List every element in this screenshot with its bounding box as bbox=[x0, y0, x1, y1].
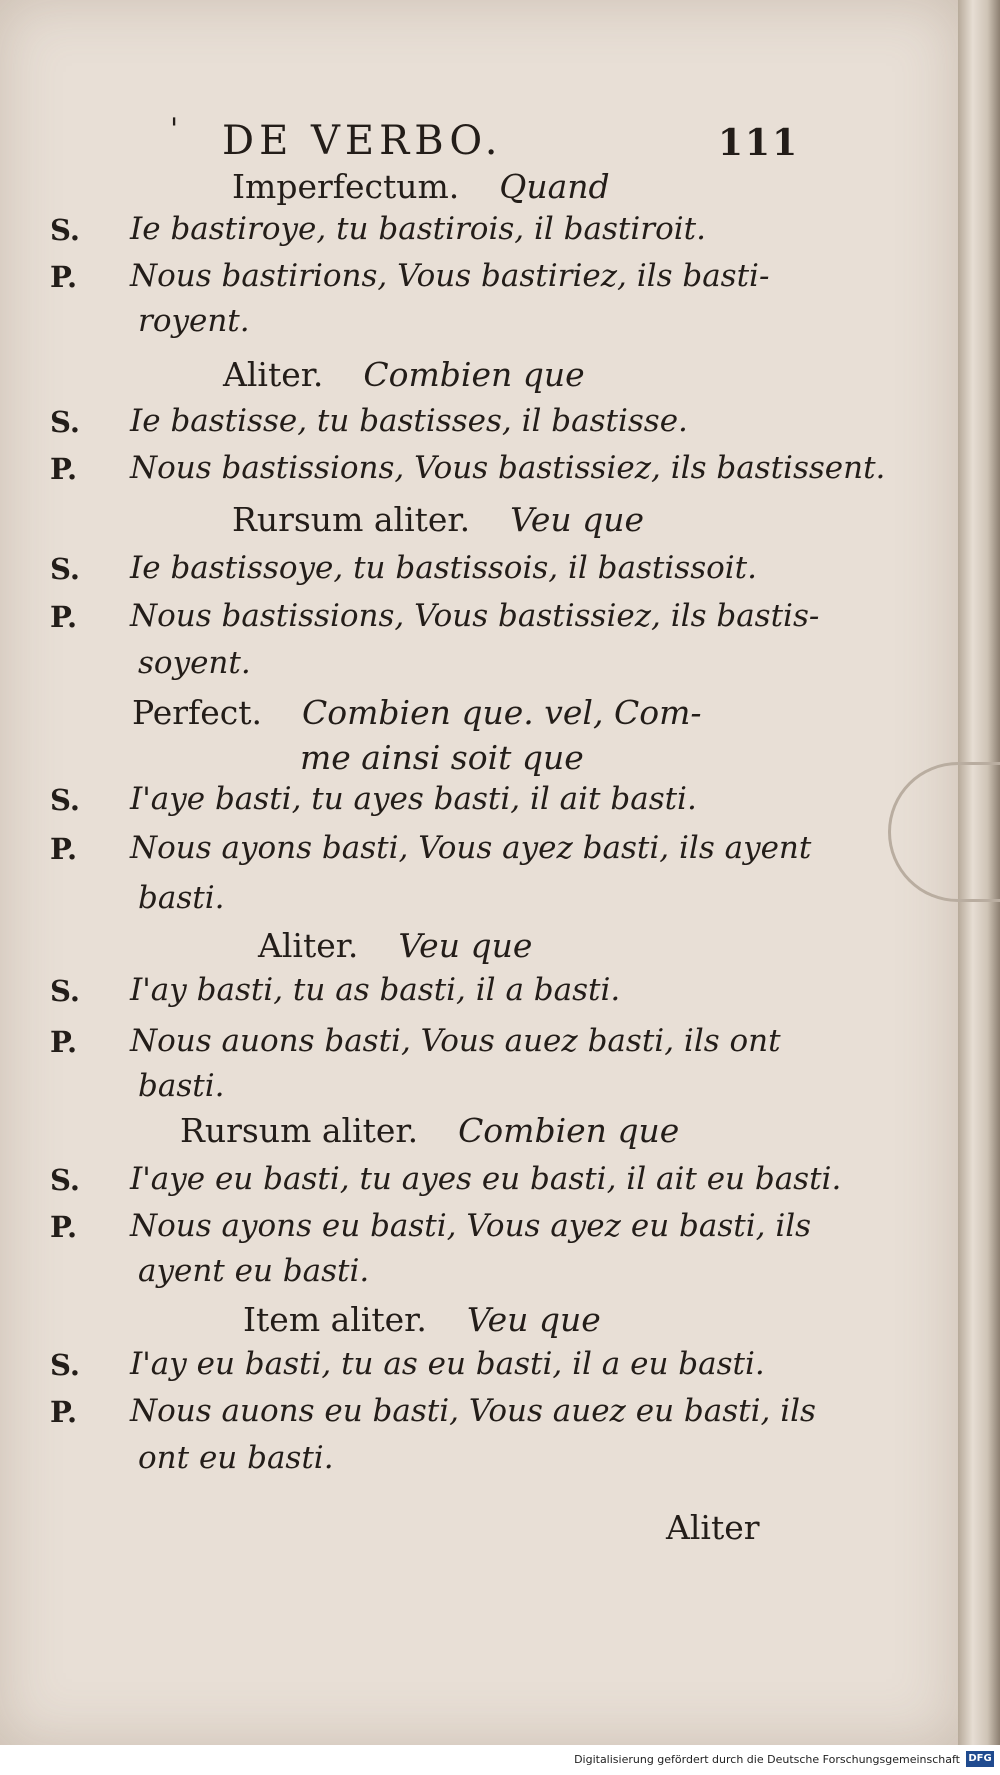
plural-label: P. bbox=[50, 1025, 78, 1059]
heading-roman: Imperfectum. bbox=[232, 167, 460, 206]
running-title: DE VERBO. bbox=[222, 118, 503, 164]
conjugation-line: royent. bbox=[138, 303, 250, 339]
plural-label: P. bbox=[50, 1210, 78, 1244]
conjugation-line: Nous bastirions, Vous bastiriez, ils basti- bbox=[130, 258, 770, 294]
page-number: 111 bbox=[718, 122, 800, 164]
heading-roman: Perfect. bbox=[132, 693, 263, 732]
singular-label: S. bbox=[50, 552, 81, 586]
plural-label: P. bbox=[50, 452, 78, 486]
running-head-mark: ' bbox=[170, 112, 179, 147]
heading-italic: Veu que bbox=[466, 1300, 601, 1339]
heading-italic: Veu que bbox=[398, 926, 533, 965]
conjugation-line: soyent. bbox=[138, 645, 251, 681]
plural-label: P. bbox=[50, 260, 78, 294]
section-heading bbox=[223, 355, 585, 394]
section-heading bbox=[243, 1300, 601, 1339]
heading-roman: Rursum aliter. bbox=[180, 1111, 419, 1150]
conjugation-line: Ie bastiroye, tu bastirois, il bastiroit. bbox=[130, 211, 706, 247]
singular-label: S. bbox=[50, 783, 81, 817]
heading-italic: me ainsi soit que bbox=[300, 738, 584, 777]
singular-label: S. bbox=[50, 1348, 81, 1382]
section-heading bbox=[300, 738, 584, 777]
section-heading bbox=[232, 167, 610, 206]
conjugation-line: I'ay basti, tu as basti, il a basti. bbox=[130, 972, 621, 1008]
conjugation-line: Nous ayons basti, Vous ayez basti, ils ayent bbox=[130, 830, 812, 866]
conjugation-line: ayent eu basti. bbox=[138, 1253, 370, 1289]
conjugation-line: I'ay eu basti, tu as eu basti, il a eu basti. bbox=[130, 1346, 765, 1382]
section-heading bbox=[232, 500, 644, 539]
plural-label: P. bbox=[50, 1395, 78, 1429]
digitization-footer bbox=[0, 1745, 1000, 1775]
heading-roman: Aliter. bbox=[223, 355, 324, 394]
conjugation-line: I'aye eu basti, tu ayes eu basti, il ait eu basti. bbox=[130, 1161, 842, 1197]
plural-label: P. bbox=[50, 832, 78, 866]
singular-label: S. bbox=[50, 1163, 81, 1197]
section-heading bbox=[180, 1111, 679, 1150]
singular-label: S. bbox=[50, 974, 81, 1008]
conjugation-line: Nous ayons eu basti, Vous ayez eu basti, ils bbox=[130, 1208, 812, 1244]
conjugation-line: Nous auons eu basti, Vous auez eu basti, ils bbox=[130, 1393, 816, 1429]
conjugation-line: Ie bastisse, tu bastisses, il bastisse. bbox=[130, 403, 688, 439]
conjugation-line: basti. bbox=[138, 880, 225, 916]
conjugation-line: I'aye basti, tu ayes basti, il ait basti. bbox=[130, 781, 697, 817]
heading-italic: Quand bbox=[499, 167, 610, 206]
conjugation-line: ont eu basti. bbox=[138, 1440, 334, 1476]
singular-label: S. bbox=[50, 405, 81, 439]
footer-credit: Digitalisierung gefördert durch die Deutsche Forschungsgemeinschaft bbox=[574, 1753, 960, 1766]
section-heading bbox=[258, 926, 532, 965]
heading-italic: Veu que bbox=[510, 500, 645, 539]
heading-roman: Item aliter. bbox=[243, 1300, 427, 1339]
conjugation-line: Ie bastissoye, tu bastissois, il bastissoit. bbox=[130, 550, 757, 586]
heading-italic: Combien que. vel, Com- bbox=[302, 693, 702, 732]
conjugation-line: Nous bastissions, Vous bastissiez, ils bastis- bbox=[130, 598, 820, 634]
conjugation-line: Nous auons basti, Vous auez basti, ils ont bbox=[130, 1023, 781, 1059]
conjugation-line: Nous bastissions, Vous bastissiez, ils bastissent. bbox=[130, 450, 886, 486]
dfg-logo: DFG bbox=[966, 1751, 994, 1767]
heading-roman: Aliter. bbox=[258, 926, 359, 965]
singular-label: S. bbox=[50, 213, 81, 247]
plural-label: P. bbox=[50, 600, 78, 634]
heading-roman: Rursum aliter. bbox=[232, 500, 471, 539]
conjugation-line: basti. bbox=[138, 1068, 225, 1104]
heading-italic: Combien que bbox=[363, 355, 585, 394]
section-heading bbox=[132, 693, 702, 732]
heading-italic: Combien que bbox=[458, 1111, 680, 1150]
catchword: Aliter bbox=[666, 1508, 760, 1547]
